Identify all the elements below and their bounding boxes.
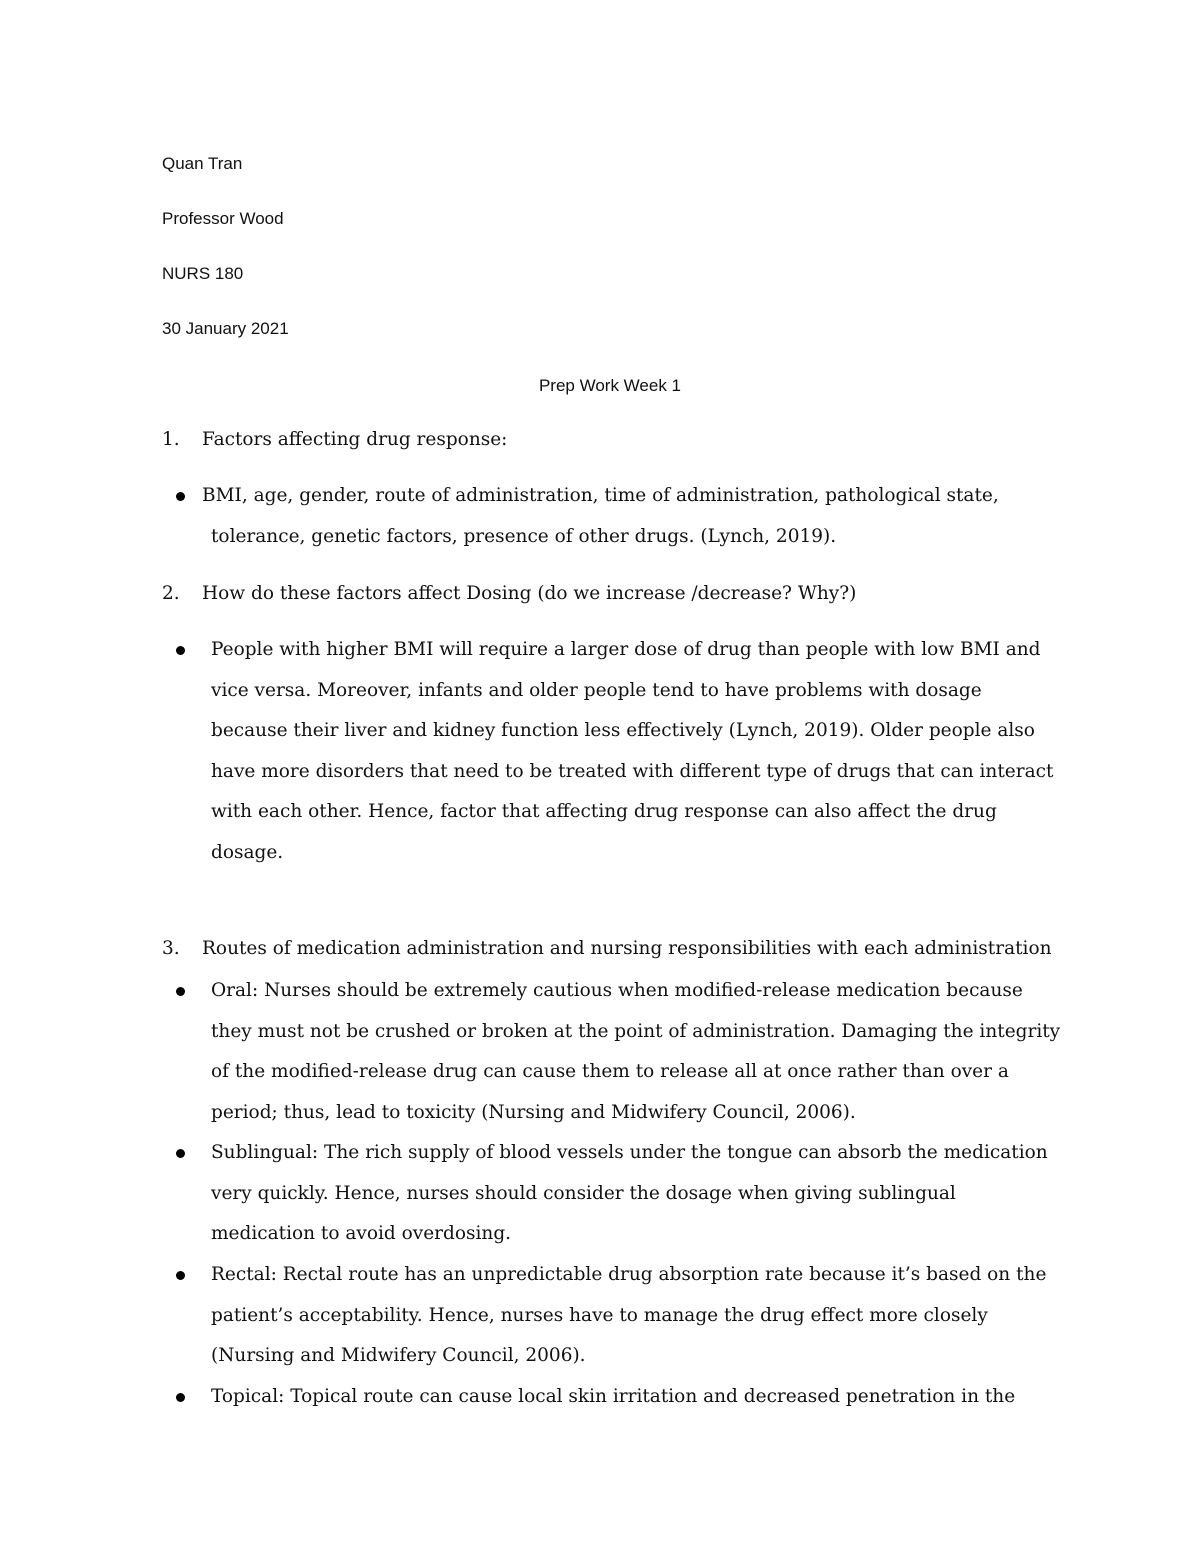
bullet-paragraph (202, 476, 1052, 557)
text-line: dosage. (211, 841, 284, 863)
bullet-icon (176, 1149, 185, 1158)
bullet-paragraph-topical (211, 1377, 1061, 1418)
text-line: they must not be crushed or broken at the point of administration. Damaging the integrity (211, 1020, 1061, 1042)
bullet-paragraph-rectal (211, 1255, 1061, 1377)
bullet-icon (176, 987, 185, 996)
text-line: People with higher BMI will require a larger dose of drug than people with low BMI and (211, 639, 1041, 660)
text-line: Rectal: Rectal route has an unpredictable drug absorption rate because it’s based on the (211, 1264, 1047, 1285)
bullet-icon (176, 1393, 185, 1402)
text-line: medication to avoid overdosing. (211, 1223, 512, 1245)
question-text: Routes of medication administration and nursing responsibilities with each administration (202, 938, 1052, 959)
bullet-paragraph (211, 630, 1061, 874)
text-line: tolerance, genetic factors, presence of other drugs. (Lynch, 2019). (211, 525, 837, 547)
text-line: because their liver and kidney function less effectively (Lynch, 2019). Older people also (211, 720, 1035, 742)
bullet-icon (176, 1271, 185, 1280)
professor-name: Professor Wood (162, 209, 284, 228)
text-line: Sublingual: The rich supply of blood vessels under the tongue can absorb the medication (211, 1142, 1048, 1163)
document-title: Prep Work Week 1 (538, 376, 682, 395)
question-number: 3. (162, 938, 180, 959)
text-line: of the modified-release drug can cause them to release all at once rather than over a (211, 1061, 1009, 1083)
text-line: Oral: Nurses should be extremely cautious when modified-release medication because (211, 980, 1023, 1001)
question-number: 1. (162, 429, 180, 450)
document-date: 30 January 2021 (162, 319, 289, 338)
bullet-paragraph-oral (211, 971, 1061, 1133)
question-text: Factors affecting drug response: (202, 429, 508, 450)
course-code: NURS 180 (162, 264, 244, 283)
text-line: (Nursing and Midwifery Council, 2006). (211, 1345, 586, 1367)
text-line: BMI, age, gender, route of administration, time of administration, pathological state, (202, 485, 999, 506)
text-line: patient’s acceptability. Hence, nurses have to manage the drug effect more closely (211, 1304, 988, 1326)
bullet-icon (176, 492, 185, 501)
text-line: period; thus, lead to toxicity (Nursing and Midwifery Council, 2006). (211, 1101, 856, 1123)
bullet-icon (176, 646, 185, 655)
bullet-paragraph-sublingual (211, 1133, 1061, 1255)
text-line: have more disorders that need to be treated with different type of drugs that can interact (211, 760, 1054, 782)
question-text: How do these factors affect Dosing (do we increase /decrease? Why?) (202, 583, 857, 604)
student-name: Quan Tran (162, 154, 243, 173)
text-line: very quickly. Hence, nurses should consider the dosage when giving sublingual (211, 1182, 956, 1204)
text-line: Topical: Topical route can cause local skin irritation and decreased penetration in the (211, 1386, 1016, 1407)
text-line: vice versa. Moreover, infants and older people tend to have problems with dosage (211, 679, 982, 701)
question-number: 2. (162, 583, 180, 604)
text-line: with each other. Hence, factor that affecting drug response can also affect the drug (211, 801, 997, 823)
